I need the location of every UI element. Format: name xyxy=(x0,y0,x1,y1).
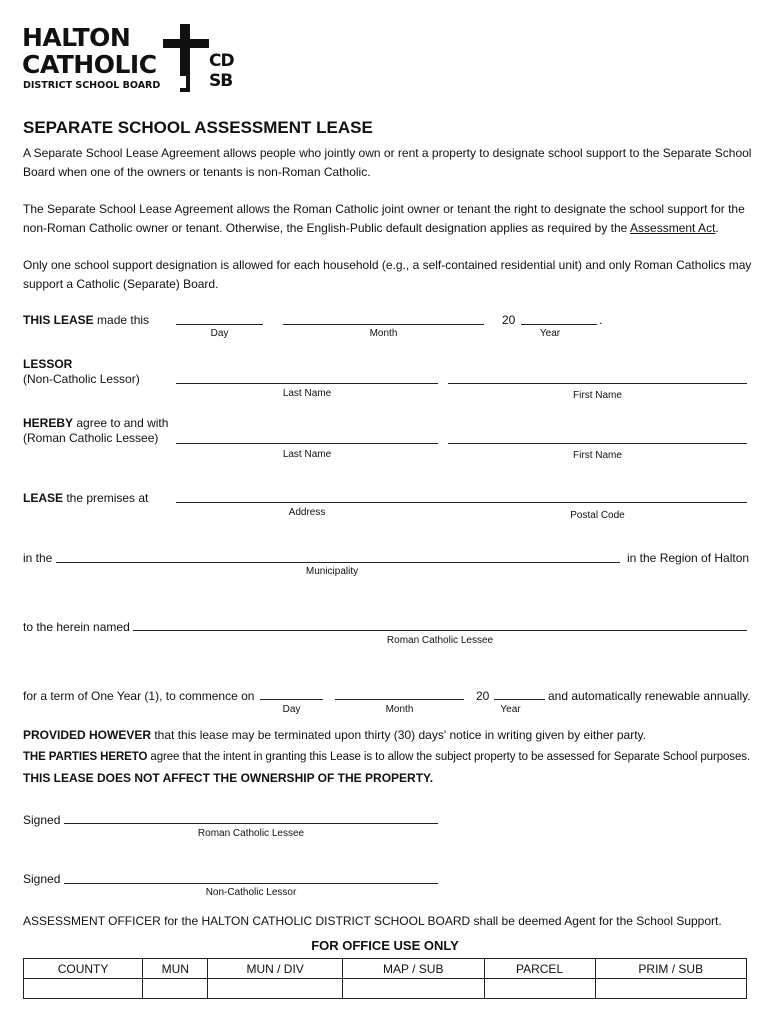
office-cell-county[interactable] xyxy=(24,979,143,999)
office-use-title: FOR OFFICE USE ONLY xyxy=(311,938,459,953)
provision-termination xyxy=(23,728,646,742)
municipality-field[interactable] xyxy=(56,562,620,563)
logo-line-board: DISTRICT SCHOOL BOARD xyxy=(23,80,161,91)
office-use-entry-row xyxy=(24,979,747,999)
office-col-map-sub: MAP / SUB xyxy=(342,959,484,979)
provision-termination-bold: PROVIDED HOWEVER xyxy=(23,728,152,742)
term-day-field[interactable] xyxy=(260,699,323,700)
lessor-label: LESSOR xyxy=(23,357,73,371)
lessor-first-name-caption: First Name xyxy=(573,390,622,401)
term-year-prefix: 20 xyxy=(476,689,490,703)
premises-label-rest: the premises at xyxy=(63,491,149,505)
term-label: for a term of One Year (1), to commence on xyxy=(23,689,255,703)
term-day-caption: Day xyxy=(282,704,301,715)
municipality-caption: Municipality xyxy=(305,566,359,577)
board-logo xyxy=(22,24,247,94)
municipality-suffix: in the Region of Halton xyxy=(627,551,750,565)
term-year-field[interactable] xyxy=(494,699,545,700)
intro-paragraph-3: Only one school support designation is allowed for each household (e.g., a self-contained residential unit) and only Roman Catholics may support a Catholic (Separate) Board. xyxy=(23,258,752,291)
lessor-sublabel: (Non-Catholic Lessor) xyxy=(23,372,140,386)
lessor-last-name-field[interactable] xyxy=(176,383,438,384)
lessor-first-name-field[interactable] xyxy=(448,383,747,384)
intro-paragraph-1: A Separate School Lease Agreement allows people who jointly own or rent a property to designate school support to the Separate School Board when one of the owners or tenants is non-Roman Catholic. xyxy=(23,146,752,179)
term-suffix: and automatically renewable annually. xyxy=(548,689,751,703)
office-col-mun-div: MUN / DIV xyxy=(208,959,342,979)
signed-lessor-field[interactable] xyxy=(64,883,438,884)
intro-paragraph-2-end: . xyxy=(715,221,719,235)
term-year-caption: Year xyxy=(500,704,521,715)
provision-intent-bold: THE PARTIES HERETO xyxy=(23,751,148,763)
office-cell-map-sub[interactable] xyxy=(342,979,484,999)
lessee-label-rest: agree to and with xyxy=(73,416,169,430)
intro-paragraph-2 xyxy=(23,200,753,238)
term-month-field[interactable] xyxy=(335,699,464,700)
office-col-county: COUNTY xyxy=(24,959,143,979)
assessment-officer-note: ASSESSMENT OFFICER for the HALTON CATHOLIC DISTRICT SCHOOL BOARD shall be deemed Agent for the School Support. xyxy=(23,914,722,928)
office-col-prim-sub: PRIM / SUB xyxy=(595,959,746,979)
page-title: SEPARATE SCHOOL ASSESSMENT LEASE xyxy=(23,118,373,137)
herein-lessee-caption: Roman Catholic Lessee xyxy=(386,635,494,646)
provision-intent-text: agree that the intent in granting this Lease is to allow the subject property to be assessed for Separate School purposes. xyxy=(147,751,750,763)
premises-address-field[interactable] xyxy=(176,502,747,503)
premises-address-caption: Address xyxy=(288,507,326,518)
lessee-first-name-field[interactable] xyxy=(448,443,747,444)
lessee-first-name-caption: First Name xyxy=(573,450,622,461)
office-cell-prim-sub[interactable] xyxy=(595,979,746,999)
herein-lessee-field[interactable] xyxy=(133,630,747,631)
signed-lessee-field[interactable] xyxy=(64,823,438,824)
provision-termination-text: that this lease may be terminated upon thirty (30) days' notice in writing given by either party. xyxy=(151,728,646,742)
premises-label-bold: LEASE xyxy=(23,491,64,505)
signed-lessor-label: Signed xyxy=(23,872,61,886)
assessment-act-link[interactable]: Assessment Act xyxy=(630,221,716,235)
lease-day-caption: Day xyxy=(210,328,229,339)
signed-lessor-caption: Non-Catholic Lessor xyxy=(205,887,297,898)
signed-lessee-label: Signed xyxy=(23,813,61,827)
logo-mark-cd: CD xyxy=(209,51,234,71)
office-use-header-row xyxy=(24,959,747,979)
lessee-label-bold: HEREBY xyxy=(23,416,74,430)
signed-lessee-caption: Roman Catholic Lessee xyxy=(197,828,305,839)
lease-date-label-bold: THIS LEASE xyxy=(23,313,94,327)
premises-postal-caption: Postal Code xyxy=(570,510,625,521)
herein-named-label: to the herein named xyxy=(23,620,130,634)
lease-year-field[interactable] xyxy=(521,324,597,325)
office-cell-mun[interactable] xyxy=(143,979,208,999)
office-use-table xyxy=(23,958,747,999)
intro-paragraph-2-text: The Separate School Lease Agreement allows the Roman Catholic joint owner or tenant the right to designate the school support for the non-Roman Catholic owner or tenant. Otherwise, the English-Public default designation applies as required by the xyxy=(23,202,745,235)
lease-month-caption: Month xyxy=(369,328,398,339)
lessee-last-name-caption: Last Name xyxy=(282,449,332,460)
lease-date-label xyxy=(23,313,149,327)
logo-line-catholic: CATHOLIC xyxy=(22,50,157,79)
lease-month-field[interactable] xyxy=(283,324,484,325)
office-col-parcel: PARCEL xyxy=(484,959,595,979)
office-col-mun: MUN xyxy=(143,959,208,979)
office-cell-mun-div[interactable] xyxy=(208,979,342,999)
office-cell-parcel[interactable] xyxy=(484,979,595,999)
lease-year-prefix: 20 xyxy=(502,313,516,327)
lessor-last-name-caption: Last Name xyxy=(282,388,332,399)
provision-intent xyxy=(23,750,750,764)
lessee-sublabel: (Roman Catholic Lessee) xyxy=(23,431,159,445)
logo-line-halton: HALTON xyxy=(22,23,131,52)
logo-mark-sb: SB xyxy=(209,71,233,91)
premises-label xyxy=(23,491,148,505)
lessee-last-name-field[interactable] xyxy=(176,443,438,444)
provision-ownership: THIS LEASE DOES NOT AFFECT THE OWNERSHIP OF THE PROPERTY. xyxy=(23,771,434,785)
lease-day-field[interactable] xyxy=(176,324,263,325)
lease-date-label-rest: made this xyxy=(93,313,150,327)
lessee-label xyxy=(23,416,168,430)
term-month-caption: Month xyxy=(385,704,414,715)
lease-year-caption: Year xyxy=(539,328,561,339)
municipality-label: in the xyxy=(23,551,53,565)
lease-date-suffix: . xyxy=(599,313,603,327)
